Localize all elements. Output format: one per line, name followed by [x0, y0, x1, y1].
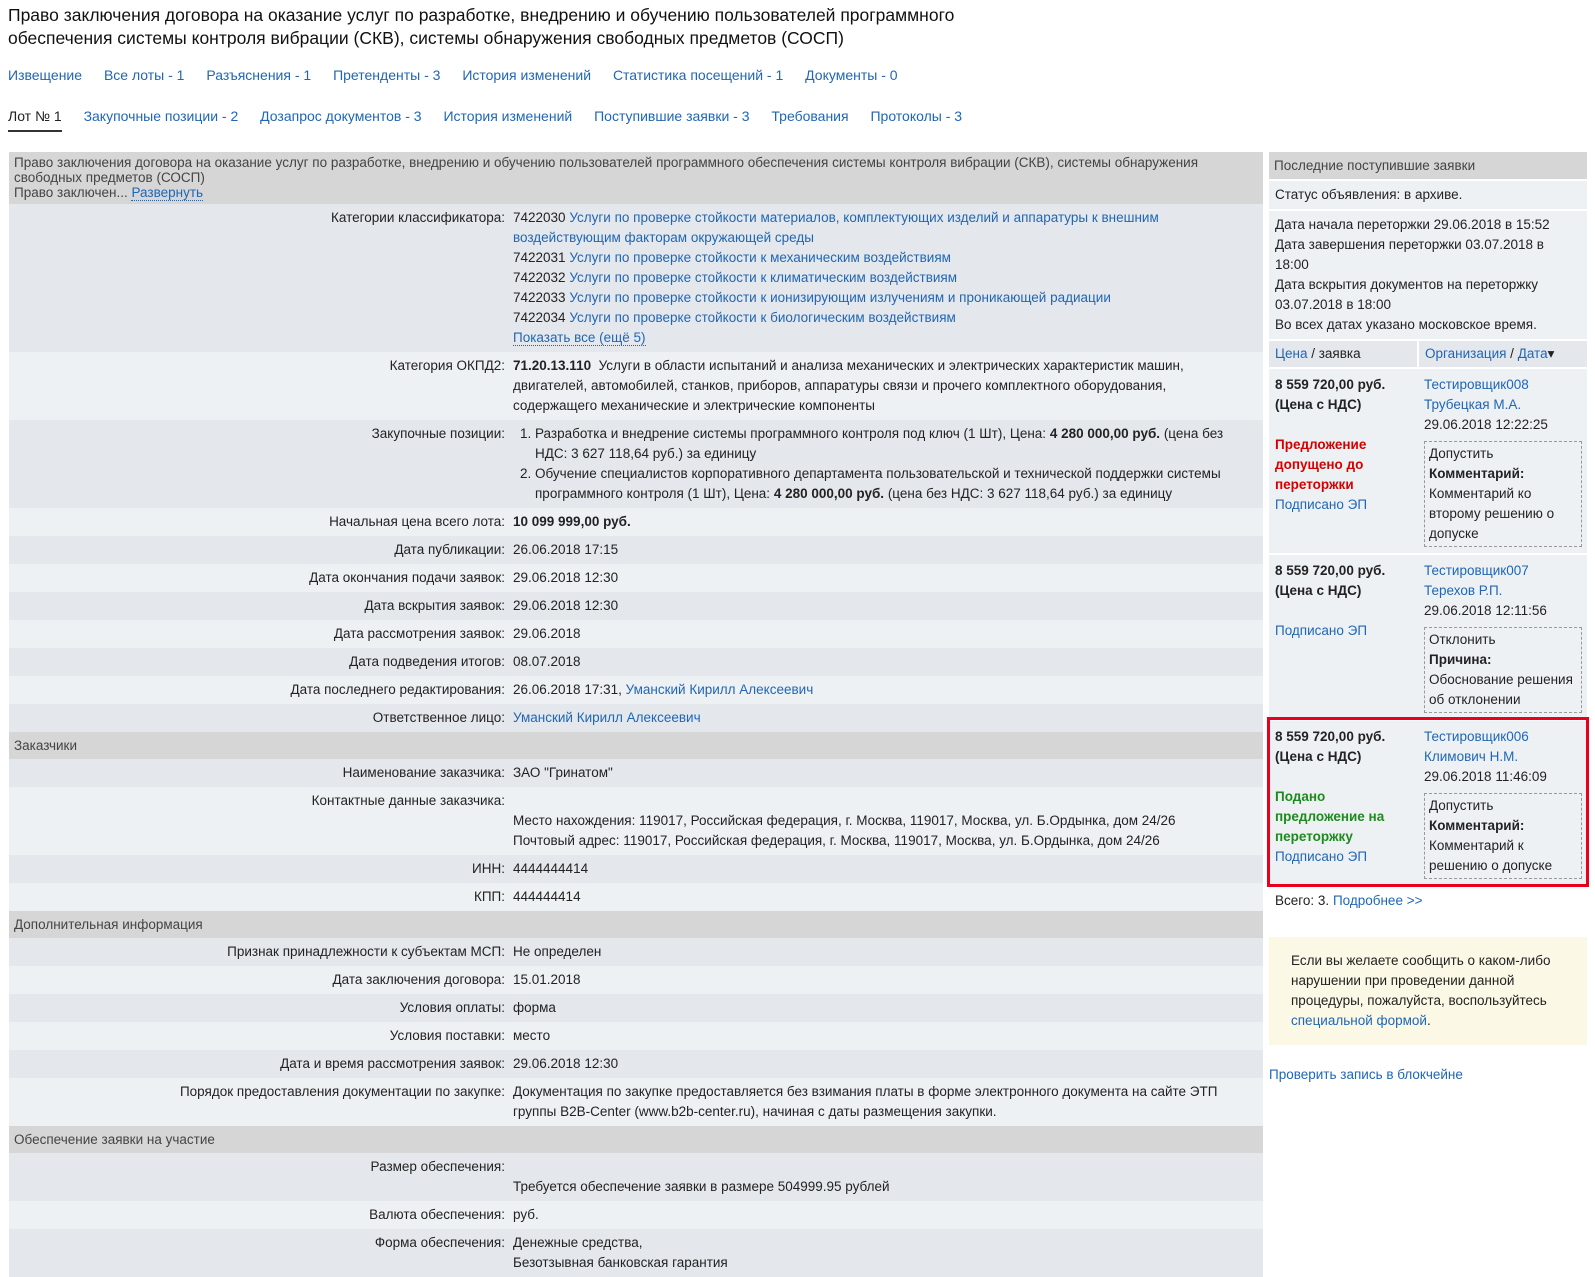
ad-status: Статус объявления: в архиве. [1269, 179, 1587, 209]
field-value: Безотзывная банковская гарантия [513, 1255, 728, 1270]
field-label: Дата и время рассмотрения заявок: [280, 1056, 505, 1071]
classifier-link[interactable]: Услуги по проверке стойкости к ионизирующим излучениям и проникающей радиации [569, 290, 1111, 305]
sort-org-link[interactable]: Организация [1425, 346, 1507, 361]
row-msp [9, 938, 1263, 966]
section-customers: Заказчики [9, 732, 1263, 759]
row-security-size [9, 1153, 1263, 1201]
field-label: Контактные данные заказчика: [311, 793, 505, 808]
row-kpp [9, 883, 1263, 911]
bids-header [1269, 339, 1587, 367]
row-inn [9, 855, 1263, 883]
bid-org-link[interactable]: Тестировщик006 [1424, 729, 1529, 744]
row-opening [9, 592, 1263, 620]
tab-documents[interactable]: Документы - 0 [805, 67, 898, 83]
sort-date-link[interactable]: Дата [1517, 346, 1548, 361]
decision-note: Комментарий ко второму решению о допуске [1429, 486, 1555, 541]
field-label: Порядок предоставления документации по закупке: [179, 1084, 505, 1099]
classifier-link[interactable]: Услуги по проверке стойкости к биологическим воздействиям [569, 310, 956, 325]
col-bid-label: / заявка [1307, 346, 1361, 361]
field-value: Денежные средства, [513, 1235, 643, 1250]
row-last-edit [9, 676, 1263, 704]
field-value: 08.07.2018 [513, 654, 581, 669]
field-value: Требуется обеспечение заявки в размере 504999.95 рублей [513, 1179, 890, 1194]
bid-org-link[interactable]: Тестировщик007 [1424, 563, 1529, 578]
rebid-end: Дата завершения переторжки 03.07.2018 в 18:00 [1275, 237, 1544, 272]
bid-date: 29.06.2018 12:22:25 [1424, 417, 1548, 432]
okpd-text: Услуги в области испытаний и анализа механических и электрических характеристик машин, двигателей, автомобилей, станков, приборов, аппаратуры связи и прочего комплектного оборудования, содержащего механические и электрические компоненты [513, 358, 1184, 413]
tab-doc-requests[interactable]: Дозапрос документов - 3 [260, 108, 422, 124]
field-label: Ответственное лицо: [372, 710, 505, 725]
row-review-datetime [9, 1050, 1263, 1078]
field-value: 26.06.2018 17:15 [513, 542, 619, 557]
row-doc-order [9, 1078, 1263, 1126]
decision-value: Допустить [1429, 446, 1494, 461]
bid-vat: (Цена с НДС) [1275, 749, 1362, 764]
classifier-code: 7422034 [513, 310, 566, 325]
tab-history[interactable]: История изменений [462, 67, 592, 83]
signed-link[interactable]: Подписано ЭП [1275, 849, 1368, 864]
lot-header [9, 152, 1263, 204]
row-results [9, 648, 1263, 676]
field-value: 29.06.2018 12:30 [513, 570, 619, 585]
side-panel [1269, 152, 1587, 1082]
decision-note-label: Причина: [1429, 652, 1492, 667]
bids-total [1269, 885, 1587, 917]
row-deadline [9, 564, 1263, 592]
tab-protocols[interactable]: Протоколы - 3 [870, 108, 963, 124]
lot-tabs [8, 108, 980, 132]
decision-note: Обоснование решения об отклонении [1429, 672, 1573, 707]
field-label: Условия поставки: [389, 1028, 505, 1043]
sort-arrow-icon: ▾ [1547, 346, 1555, 361]
bid-status: Подано предложение на переторжку [1275, 789, 1385, 844]
more-link[interactable]: Подробнее >> [1332, 893, 1423, 908]
row-review [9, 620, 1263, 648]
field-label: Категория ОКПД2: [389, 358, 505, 373]
field-label: Признак принадлежности к субъектам МСП: [227, 944, 505, 959]
tab-clarifications[interactable]: Разъяснения - 1 [206, 67, 312, 83]
bid-vat: (Цена с НДС) [1275, 397, 1362, 412]
row-security-form [9, 1229, 1263, 1277]
tab-applicants[interactable]: Претенденты - 3 [333, 67, 441, 83]
blockchain-check [1269, 1067, 1587, 1082]
field-value: 15.01.2018 [513, 972, 581, 987]
field-label: Категории классификатора: [331, 210, 505, 225]
field-label: Форма обеспечения: [374, 1235, 505, 1250]
bid-row [1269, 367, 1587, 553]
security-fields [9, 1153, 1263, 1277]
signed-link[interactable]: Подписано ЭП [1275, 497, 1368, 512]
field-value: Не определен [513, 944, 602, 959]
field-value: 4444444414 [513, 861, 589, 876]
row-customer-name [9, 759, 1263, 787]
col-sep: / [1506, 346, 1518, 361]
field-label: Дата вскрытия заявок: [364, 598, 505, 613]
customer-location: Место нахождения: 119017, Российская федерация, г. Москва, 119017, Москва, ул. Б.Ордынка, дом 24/26 [513, 813, 1176, 828]
row-classifier [9, 204, 1263, 352]
field-value: 29.06.2018 [513, 626, 581, 641]
notice-end: . [1426, 1013, 1431, 1028]
field-label: Дата рассмотрения заявок: [333, 626, 505, 641]
extra-fields [9, 938, 1263, 1126]
list-item: 1. Разработка и внедрение системы программного контроля под ключ (1 Шт), Цена: 4 280 000,00 руб. (цена без НДС: 3 627 118,64 руб.) за единицу [535, 424, 1253, 464]
row-okpd [9, 352, 1263, 420]
row-contract-date [9, 966, 1263, 994]
bid-person-link[interactable]: Терехов Р.П. [1424, 583, 1503, 598]
row-payment [9, 994, 1263, 1022]
rebid-dates [1269, 209, 1587, 339]
classifier-code: 7422030 [513, 210, 566, 225]
timezone-note: Во всех датах указано московское время. [1275, 317, 1537, 332]
classifier-code: 7422032 [513, 270, 566, 285]
sort-price-link[interactable]: Цена [1275, 346, 1308, 361]
field-value: форма [513, 1000, 556, 1015]
field-label: Дата окончания подачи заявок: [309, 570, 505, 585]
tab-visit-stats[interactable]: Статистика посещений - 1 [612, 67, 784, 83]
bid-price: 8 559 720,00 руб. [1275, 729, 1386, 744]
lot-short-name: Право заключен... [14, 185, 128, 200]
bid-decision [1424, 793, 1582, 879]
bid-person-link[interactable]: Трубецкая М.А. [1424, 397, 1522, 412]
rebid-opening: Дата вскрытия документов на переторжку 03.07.2018 в 18:00 [1275, 277, 1539, 312]
top-tabs [8, 67, 916, 83]
field-label: Дата подведения итогов: [349, 654, 505, 669]
field-label: Условия оплаты: [399, 1000, 505, 1015]
decision-note: Комментарий к решению о допуске [1429, 838, 1553, 873]
tab-lot-1[interactable]: Лот № 1 [8, 108, 62, 132]
bid-row-highlighted [1269, 719, 1587, 885]
page-title: Право заключения договора на оказание услуг по разработке, внедрению и обучению пользователей программного обеспечения системы контроля вибрации (СКВ), системы обнаружения свободных предметов (СОСП) [8, 5, 955, 48]
list-item: 2. Обучение специалистов корпоративного департамента пользовательской и технической поддержки системы программного контроля (1 Шт), Цена: 4 280 000,00 руб. (цена без НДС: 3 627 118,64 руб.) за единицу [535, 464, 1253, 504]
bid-decision [1424, 441, 1582, 547]
lot-fields [9, 204, 1263, 732]
field-label: ИНН: [472, 861, 505, 876]
signed-link[interactable]: Подписано ЭП [1275, 623, 1368, 638]
tab-positions[interactable]: Закупочные позиции - 2 [83, 108, 239, 124]
editor-link[interactable]: Уманский Кирилл Алексеевич [625, 682, 814, 697]
bid-person-link[interactable]: Климович Н.М. [1424, 749, 1519, 764]
lot-header-title: Право заключения договора на оказание услуг по разработке, внедрению и обучению пользователей программного обеспечения системы контроля вибрации (СКВ), системы обнаружения свободных предметов (СОСП) [14, 155, 1199, 185]
classifier-code: 7422033 [513, 290, 566, 305]
violation-notice [1269, 937, 1587, 1045]
bid-decision [1424, 627, 1582, 713]
field-value: руб. [513, 1207, 539, 1222]
tab-received-bids[interactable]: Поступившие заявки - 3 [594, 108, 750, 124]
row-positions [9, 420, 1263, 508]
classifier-link[interactable]: Услуги по проверке стойкости к климатическим воздействиям [569, 270, 958, 285]
section-security: Обеспечение заявки на участие [9, 1126, 1263, 1153]
field-value: ЗАО "Гринатом" [513, 765, 613, 780]
side-panel-title: Последние поступившие заявки [1269, 152, 1587, 179]
decision-value: Отклонить [1429, 632, 1496, 647]
row-customer-contacts [9, 787, 1263, 855]
blockchain-link[interactable]: Проверить запись в блокчейне [1269, 1067, 1463, 1082]
row-delivery [9, 1022, 1263, 1050]
field-label: Наименование заказчика: [342, 765, 505, 780]
tab-requirements[interactable]: Требования [771, 108, 849, 124]
tab-all-lots[interactable]: Все лоты - 1 [103, 67, 185, 83]
bid-date: 29.06.2018 12:11:56 [1424, 603, 1547, 618]
field-value: место [513, 1028, 551, 1043]
bid-price: 8 559 720,00 руб. [1275, 377, 1386, 392]
lot-details [9, 152, 1263, 1277]
field-label: КПП: [473, 889, 505, 904]
rebid-start: Дата начала переторжки 29.06.2018 в 15:52 [1275, 217, 1550, 232]
row-security-currency [9, 1201, 1263, 1229]
row-start-price [9, 508, 1263, 536]
total-count: Всего: 3. [1275, 893, 1330, 908]
field-label: Закупочные позиции: [371, 426, 505, 441]
field-label: Дата заключения договора: [332, 972, 505, 987]
field-value: 26.06.2018 17:31, [513, 682, 622, 697]
field-value: 29.06.2018 12:30 [513, 1056, 619, 1071]
bid-price: 8 559 720,00 руб. [1275, 563, 1386, 578]
bid-row [1269, 553, 1587, 719]
field-label: Размер обеспечения: [370, 1159, 505, 1174]
decision-note-label: Комментарий: [1429, 466, 1525, 481]
tab-notice[interactable]: Извещение [8, 67, 83, 83]
positions-list [513, 424, 1253, 504]
field-value: 444444414 [513, 889, 581, 904]
field-label: Дата последнего редактирования: [290, 682, 505, 697]
classifier-code: 7422031 [513, 250, 566, 265]
tab-lot-history[interactable]: История изменений [443, 108, 573, 124]
decision-value: Допустить [1429, 798, 1494, 813]
responsible-link[interactable]: Уманский Кирилл Алексеевич [513, 710, 701, 725]
bid-date: 29.06.2018 11:46:09 [1424, 769, 1547, 784]
classifier-link[interactable]: Услуги по проверке стойкости к механическим воздействиям [569, 250, 951, 265]
field-label: Начальная цена всего лота: [329, 514, 505, 529]
classifier-link[interactable]: Услуги по проверке стойкости материалов, комплектующих изделий и аппаратуры к внешним воздействующим факторам окружающей среды [513, 210, 1159, 245]
notice-text: Если вы желаете сообщить о каком-либо нарушении при проведении данной процедуры, пожалуйста, воспользуйтесь [1291, 953, 1551, 1008]
customer-fields [9, 759, 1263, 911]
bid-vat: (Цена с НДС) [1275, 583, 1362, 598]
bid-org-link[interactable]: Тестировщик008 [1424, 377, 1529, 392]
row-responsible [9, 704, 1263, 732]
expand-link[interactable]: Развернуть [131, 185, 204, 200]
field-label: Валюта обеспечения: [369, 1207, 505, 1222]
field-value: Документация по закупке предоставляется без взимания платы в форме электронного документа на сайте ЭТП группы B2B-Center (www.b2b-center.ru), начиная с даты размещения закупки. [513, 1084, 1218, 1119]
bid-status: Предложение допущено до переторжки [1275, 437, 1367, 492]
section-extra: Дополнительная информация [9, 911, 1263, 938]
field-label: Дата публикации: [394, 542, 505, 557]
okpd-code: 71.20.13.110 [513, 358, 592, 373]
decision-note-label: Комментарий: [1429, 818, 1525, 833]
customer-postal: Почтовый адрес: 119017, Российская федерация, г. Москва, 119017, Москва, ул. Б.Ордынка, дом 24/26 [513, 833, 1160, 848]
show-all-link[interactable]: Показать все (ещё 5) [513, 330, 646, 345]
field-value: 10 099 999,00 руб. [513, 514, 631, 529]
special-form-link[interactable]: специальной формой [1291, 1013, 1427, 1028]
field-value: 29.06.2018 12:30 [513, 598, 619, 613]
row-pub-date [9, 536, 1263, 564]
